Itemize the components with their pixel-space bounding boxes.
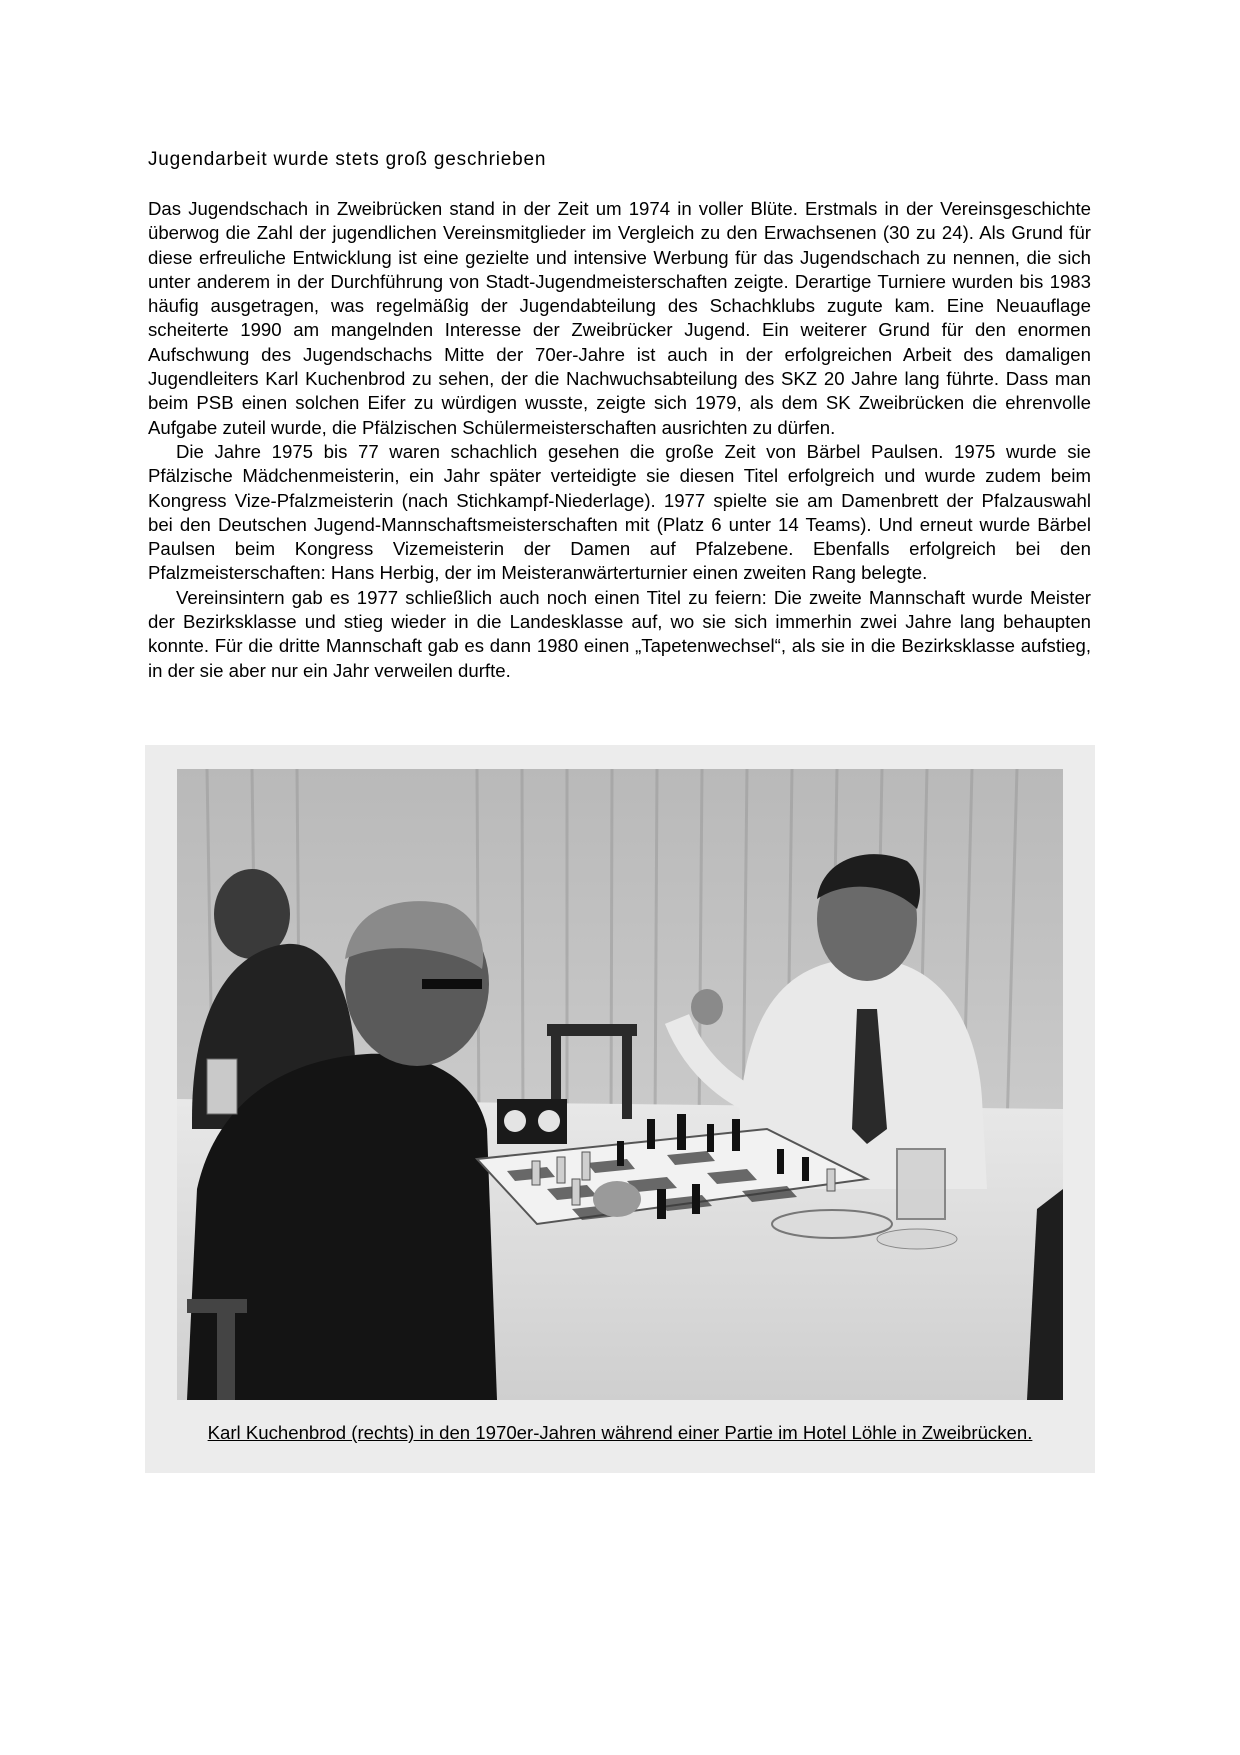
chess-game-photo bbox=[177, 769, 1063, 1400]
photo-figure bbox=[145, 745, 1095, 1473]
photo-illustration bbox=[177, 769, 1063, 1400]
paragraph-2: Die Jahre 1975 bis 77 waren schachlich gesehen die große Zeit von Bärbel Paulsen. 1975 wurde sie Pfälzische Mädchenmeisterin, ein Jahr später verteidigte sie diesen Titel erfolgreich und wurde zudem beim Kongress Vize-Pfalzmeisterin (nach Stichkampf-Niederlage). 1977 spielte sie am Damenbrett der Pfalzauswahl bei den Deutschen Jugend-Mannschaftsmeisterschaften mit (Platz 6 unter 14 Teams). Und erneut wurde Bärbel Paulsen beim Kongress Vizemeisterin der Damen auf Pfalzebene. Ebenfalls erfolgreich bei den Pfalzmeisterschaften: Hans Herbig, der im Meisteranwärterturnier einen zweiten Rang belegte. bbox=[148, 440, 1091, 584]
photo-caption: Karl Kuchenbrod (rechts) in den 1970er-Jahren während einer Partie im Hotel Löhle in Zweibrücken. bbox=[207, 1422, 1033, 1443]
paragraph-3: Vereinsintern gab es 1977 schließlich auch noch einen Titel zu feiern: Die zweite Mannschaft wurde Meister der Bezirksklasse und stieg wieder in die Landesklasse auf, wo sie sich immerhin zwei Jahre lang behaupten konnte. Für die dritte Mannschaft gab es dann 1980 einen „Tapetenwechsel“, als sie in die Bezirksklasse aufstieg, in der sie aber nur ein Jahr verweilen durfte. bbox=[148, 586, 1091, 681]
paragraph-1: Das Jugendschach in Zweibrücken stand in der Zeit um 1974 in voller Blüte. Erstmals in der Vereinsgeschichte überwog die Zahl der jugendlichen Vereinsmitglieder im Vergleich zu den Erwachsenen (30 zu 24). Als Grund für diese erfreuliche Entwicklung ist eine gezielte und intensive Werbung für das Jugendschach zu nennen, die sich unter anderem in der Durchführung von Stadt-Jugendmeisterschaften zeigte. Derartige Turniere wurden bis 1983 häufig ausgetragen, was regelmäßig der Jugendabteilung des Schachklubs zugute kam. Eine Neuauflage scheiterte 1990 am mangelnden Interesse der Zweibrücker Jugend. Ein weiterer Grund für den enormen Aufschwung des Jugendschachs Mitte der 70er-Jahre ist auch in der erfolgreichen Arbeit des damaligen Jugendleiters Karl Kuchenbrod zu sehen, der die Nachwuchsabteilung des SKZ 20 Jahre lang führte. Dass man beim PSB einen solchen Eifer zu würdigen wusste, zeigte sich 1979, als dem SK Zweibrücken die ehrenvolle Aufgabe zuteil wurde, die Pfälzischen Schülermeisterschaften ausrichten zu dürfen. bbox=[148, 198, 1091, 438]
article-body bbox=[148, 197, 1091, 683]
section-heading: Jugendarbeit wurde stets groß geschrieben bbox=[148, 149, 547, 170]
